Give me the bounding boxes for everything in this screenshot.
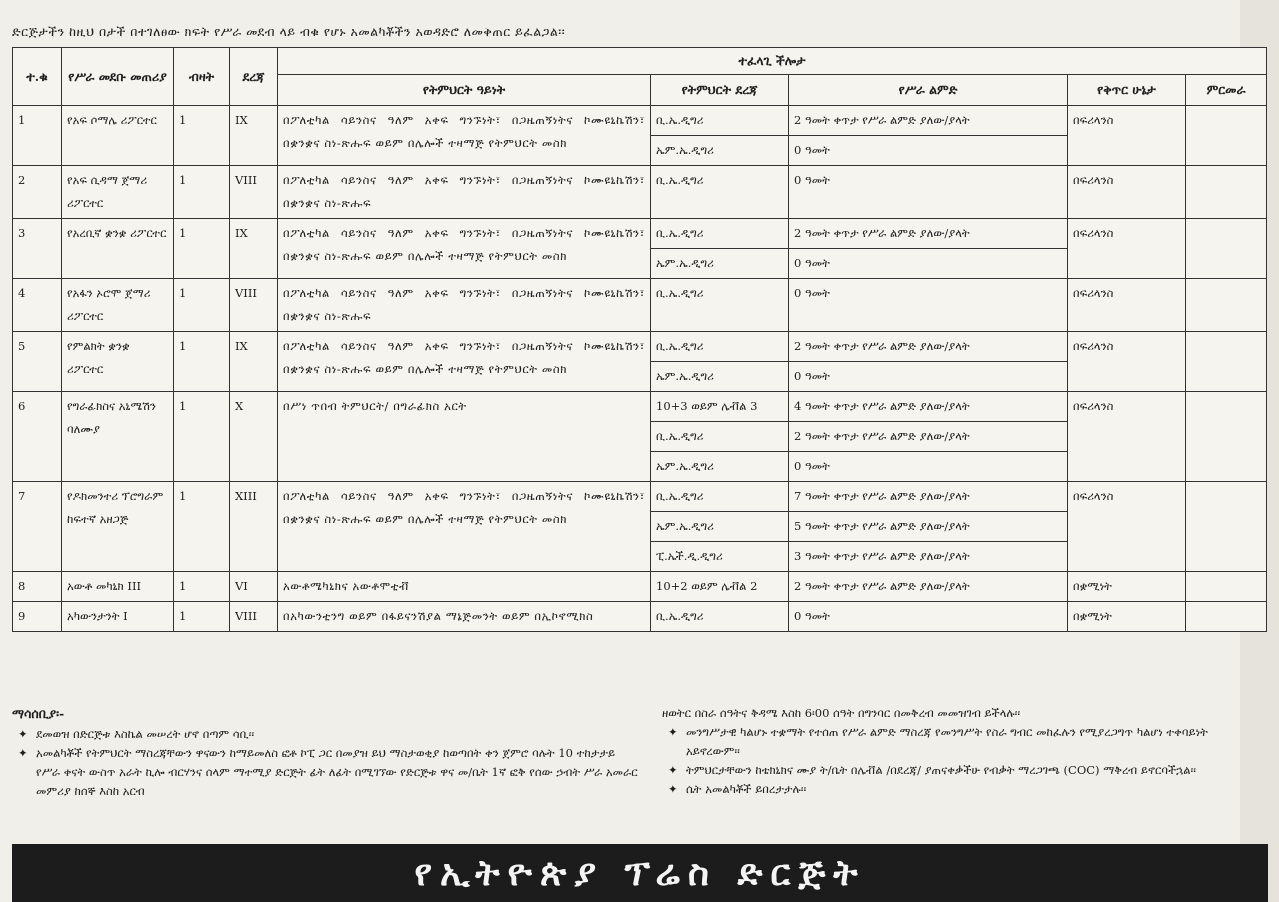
note-item: [12, 744, 642, 801]
experience: 3 ዓመት ቀጥታ የሥራ ልምድ ያለው/ያላት: [789, 542, 1068, 572]
table-row: [13, 392, 1267, 422]
position-title: የአፍ ሶማሌ ሪፖርተር: [62, 106, 174, 166]
header-remark: ምርመራ: [1186, 75, 1267, 106]
position-title: አካውንታንት I: [62, 602, 174, 632]
table-row: [13, 219, 1267, 249]
vacancy-table: [12, 47, 1267, 632]
row-number: 1: [13, 106, 62, 166]
experience: 0 ዓመት: [789, 279, 1068, 332]
note-text: መንግሥታዊ ካልሆኑ ተቋማት የተሰጠ የሥራ ልምድ ማስረጃ የመንግሥት የስራ ግብር መከፈሉን የሚያረጋግጥ ካልሆነ ተቀባይነት አይኖረውም፡፡: [686, 725, 1208, 758]
quantity: 1: [174, 106, 230, 166]
education-type: በፖለቲካል ሳይንስና ዓለም አቀፍ ግንኙነት፣ በጋዜጠኝነትና ኮሙዩኒኬሽን፣ በቋንቋና ስነ-ጽሑፍ ወይም በሌሎች ተዛማጅ የትምህርት መስክ: [278, 332, 651, 392]
grade: XIII: [230, 482, 278, 572]
education-level: ቢ.ኤ.ዲግሪ: [651, 482, 789, 512]
experience: 2 ዓመት ቀጥታ የሥራ ልምድ ያለው/ያላት: [789, 332, 1068, 362]
bullet-icon: ✦: [668, 782, 678, 796]
remark: [1186, 602, 1267, 632]
remark: [1186, 166, 1267, 219]
grade: IX: [230, 219, 278, 279]
table-row: [13, 332, 1267, 362]
notes-continuation: ዘወትር በስራ ሰዓትና ቅዳሜ እስከ 6፡00 ሰዓት በግንባር በመቅረብ መመዝገብ ይችላሉ፡፡: [662, 706, 1021, 720]
header-no: ተ.ቁ: [13, 48, 62, 106]
table-row: [13, 572, 1267, 602]
experience: 7 ዓመት ቀጥታ የሥራ ልምድ ያለው/ያላት: [789, 482, 1068, 512]
education-type: አውቶሜካኒክና አውቶሞቲቭ: [278, 572, 651, 602]
header-position: የሥራ መደቡ መጠሪያ: [62, 48, 174, 106]
notes-left: [12, 704, 642, 801]
header-edu-type: የትምህርት ዓይነት: [278, 75, 651, 106]
remark: [1186, 572, 1267, 602]
footer-banner: [12, 844, 1268, 902]
header-edu-level: የትምህርት ደረጃ: [651, 75, 789, 106]
note-text: አመልካቾች የትምህርት ማስረጃቸውን ዋናውን ከማይመለስ ፎቶ ኮፒ ጋር በመያዝ ይህ ማስታወቂያ ከወጣበት ቀን ጀምሮ ባሉት 10 ተከታታይ የሥራ ቀናት ውስጥ አራት ኪሎ ብርሃንና ሰላም ማተሚያ ድርጅት ፊት ለፊት በሚገኘው የድርጅቱ ዋና መ/ቤት 1ኛ ፎቅ የሰው ኃብት ሥራ አመራር መምሪያ ከሰኞ እስከ አርብ: [36, 746, 638, 798]
grade: IX: [230, 106, 278, 166]
quantity: 1: [174, 279, 230, 332]
employment-type: በፍሪላንስ: [1068, 332, 1186, 392]
experience: 0 ዓመት: [789, 136, 1068, 166]
table-row: [13, 166, 1267, 219]
employment-type: በፍሪላንስ: [1068, 219, 1186, 279]
remark: [1186, 332, 1267, 392]
employment-type: በፍሪላንስ: [1068, 279, 1186, 332]
education-level: ኤም.ኤ.ዲግሪ: [651, 512, 789, 542]
notes-right: [662, 704, 1242, 799]
bullet-icon: ✦: [668, 763, 678, 777]
bullet-icon: ✦: [18, 727, 28, 741]
position-title: የምልክት ቋንቋ ሪፖርተር: [62, 332, 174, 392]
employment-type: በፍሪላንስ: [1068, 482, 1186, 572]
experience: 2 ዓመት ቀጥታ የሥራ ልምድ ያለው/ያላት: [789, 422, 1068, 452]
education-level: ቢ.ኤ.ዲግሪ: [651, 422, 789, 452]
education-level: ቢ.ኤ.ዲግሪ: [651, 166, 789, 219]
education-level: ቢ.ኤ.ዲግሪ: [651, 279, 789, 332]
position-title: አውቶ መካኒክ III: [62, 572, 174, 602]
education-type: በአካውንቲንግ ወይም በፋይናንሽያል ማኔጅመንት ወይም በኢኮኖሚክስ: [278, 602, 651, 632]
employment-type: በቋሚነት: [1068, 602, 1186, 632]
grade: VIII: [230, 166, 278, 219]
header-experience: የሥራ ልምድ: [789, 75, 1068, 106]
grade: VIII: [230, 602, 278, 632]
quantity: 1: [174, 602, 230, 632]
position-title: የአረቢኛ ቋንቋ ሪፖርተር: [62, 219, 174, 279]
experience: 0 ዓመት: [789, 452, 1068, 482]
education-level: 10+3 ወይም ሌቭል 3: [651, 392, 789, 422]
grade: VI: [230, 572, 278, 602]
quantity: 1: [174, 166, 230, 219]
note-text: ሴት አመልካቾች ይበረታታሉ፡፡: [686, 782, 807, 796]
education-level: 10+2 ወይም ሌቭል 2: [651, 572, 789, 602]
education-level: ኤም.ኤ.ዲግሪ: [651, 362, 789, 392]
notes-title: ማሳሰቢያ፡-: [12, 706, 65, 721]
header-requirements: ተፈላጊ ችሎታ: [278, 48, 1267, 75]
row-number: 7: [13, 482, 62, 572]
quantity: 1: [174, 392, 230, 482]
intro-text: ድርጅታችን ከዚህ በታች በተገለፀው ክፍት የሥራ መደብ ላይ ብቁ የሆኑ አመልካቾችን አወዳድሮ ለመቅጠር ይፈልጋል፡፡: [12, 24, 566, 39]
education-level: ቢ.ኤ.ዲግሪ: [651, 106, 789, 136]
employment-type: በፍሪላንስ: [1068, 392, 1186, 482]
education-level: ቢ.ኤ.ዲግሪ: [651, 219, 789, 249]
education-type: በሥነ ጥበብ ትምህርት/ በግራፊክስ አርት: [278, 392, 651, 482]
position-title: የአፍ ሲዳማ ጀማሪ ሪፖርተር: [62, 166, 174, 219]
experience: 2 ዓመት ቀጥታ የሥራ ልምድ ያለው/ያላት: [789, 572, 1068, 602]
grade: X: [230, 392, 278, 482]
note-item: [662, 780, 1242, 799]
bullet-icon: ✦: [668, 725, 678, 739]
education-level: ፒ.ኤች.ዲ.ዲግሪ: [651, 542, 789, 572]
position-title: የአፋን ኦሮሞ ጀማሪ ሪፖርተር: [62, 279, 174, 332]
position-title: የዶክመንተሪ ፕሮግራም ከፍተኛ አዘጋጅ: [62, 482, 174, 572]
experience: 0 ዓመት: [789, 166, 1068, 219]
remark: [1186, 392, 1267, 482]
header-qty: ብዛት: [174, 48, 230, 106]
employment-type: በፍሪላንስ: [1068, 106, 1186, 166]
row-number: 8: [13, 572, 62, 602]
header-grade: ደረጃ: [230, 48, 278, 106]
note-item: [662, 723, 1242, 761]
table-row: [13, 482, 1267, 512]
remark: [1186, 482, 1267, 572]
education-level: ኤም.ኤ.ዲግሪ: [651, 249, 789, 279]
education-level: ኤም.ኤ.ዲግሪ: [651, 136, 789, 166]
employment-type: በቋሚነት: [1068, 572, 1186, 602]
header-employment: የቅጥር ሁኔታ: [1068, 75, 1186, 106]
row-number: 2: [13, 166, 62, 219]
education-type: በፖለቲካል ሳይንስና ዓለም አቀፍ ግንኙነት፣ በጋዜጠኝነትና ኮሙዩኒኬሽን፣ በቋንቋና ስነ-ጽሑፍ ወይም በሌሎች ተዛማጅ የትምህርት መስክ: [278, 106, 651, 166]
table-row: [13, 279, 1267, 332]
experience: 0 ዓመት: [789, 362, 1068, 392]
row-number: 3: [13, 219, 62, 279]
row-number: 5: [13, 332, 62, 392]
remark: [1186, 279, 1267, 332]
row-number: 4: [13, 279, 62, 332]
table-row: [13, 106, 1267, 136]
experience: 2 ዓመት ቀጥታ የሥራ ልምድ ያለው/ያላት: [789, 219, 1068, 249]
quantity: 1: [174, 572, 230, 602]
note-text: ደመወዝ በድርጅቱ እስኬል መሠረት ሆኖ በጣም ሳቢ፡፡: [36, 727, 255, 741]
experience: 0 ዓመት: [789, 602, 1068, 632]
education-type: በፖለቲካል ሳይንስና ዓለም አቀፍ ግንኙነት፣ በጋዜጠኝነትና ኮሙዩኒኬሽን፣ በቋንቋና ስነ-ጽሑፍ ወይም በሌሎች ተዛማጅ የትምህርት መስክ: [278, 482, 651, 572]
remark: [1186, 219, 1267, 279]
remark: [1186, 106, 1267, 166]
education-type: በፖለቲካል ሳይንስና ዓለም አቀፍ ግንኙነት፣ በጋዜጠኝነትና ኮሙዩኒኬሽን፣ በቋንቋና ስነ-ጽሑፍ: [278, 166, 651, 219]
note-item: [662, 761, 1242, 780]
quantity: 1: [174, 332, 230, 392]
quantity: 1: [174, 482, 230, 572]
experience: 0 ዓመት: [789, 249, 1068, 279]
organization-name: የኢትዮጵያ ፕሬስ ድርጅት: [414, 851, 866, 894]
experience: 2 ዓመት ቀጥታ የሥራ ልምድ ያለው/ያላት: [789, 106, 1068, 136]
education-type: በፖለቲካል ሳይንስና ዓለም አቀፍ ግንኙነት፣ በጋዜጠኝነትና ኮሙዩኒኬሽን፣ በቋንቋና ስነ-ጽሑፍ: [278, 279, 651, 332]
table-row: [13, 602, 1267, 632]
experience: 4 ዓመት ቀጥታ የሥራ ልምድ ያለው/ያላት: [789, 392, 1068, 422]
quantity: 1: [174, 219, 230, 279]
row-number: 6: [13, 392, 62, 482]
education-level: ቢ.ኤ.ዲግሪ: [651, 602, 789, 632]
experience: 5 ዓመት ቀጥታ የሥራ ልምድ ያለው/ያላት: [789, 512, 1068, 542]
grade: IX: [230, 332, 278, 392]
bullet-icon: ✦: [18, 746, 28, 760]
employment-type: በፍሪላንስ: [1068, 166, 1186, 219]
education-level: ኤም.ኤ.ዲግሪ: [651, 452, 789, 482]
position-title: የግራፊክስና አኒሜሽን ባለሙያ: [62, 392, 174, 482]
note-item: [12, 725, 642, 744]
education-level: ቢ.ኤ.ዲግሪ: [651, 332, 789, 362]
row-number: 9: [13, 602, 62, 632]
grade: VIII: [230, 279, 278, 332]
education-type: በፖለቲካል ሳይንስና ዓለም አቀፍ ግንኙነት፣ በጋዜጠኝነትና ኮሙዩኒኬሽን፣ በቋንቋና ስነ-ጽሑፍ ወይም በሌሎች ተዛማጅ የትምህርት መስክ: [278, 219, 651, 279]
note-text: ትምህርታቸውን ከቴክኒክና ሙያ ት/ቤት በሌቭል /በደረጃ/ ያጠናቀቃችሁ የብቃት ማረጋገጫ (COC) ማቅረብ ይኖርባችኋል፡፡: [686, 763, 1196, 777]
